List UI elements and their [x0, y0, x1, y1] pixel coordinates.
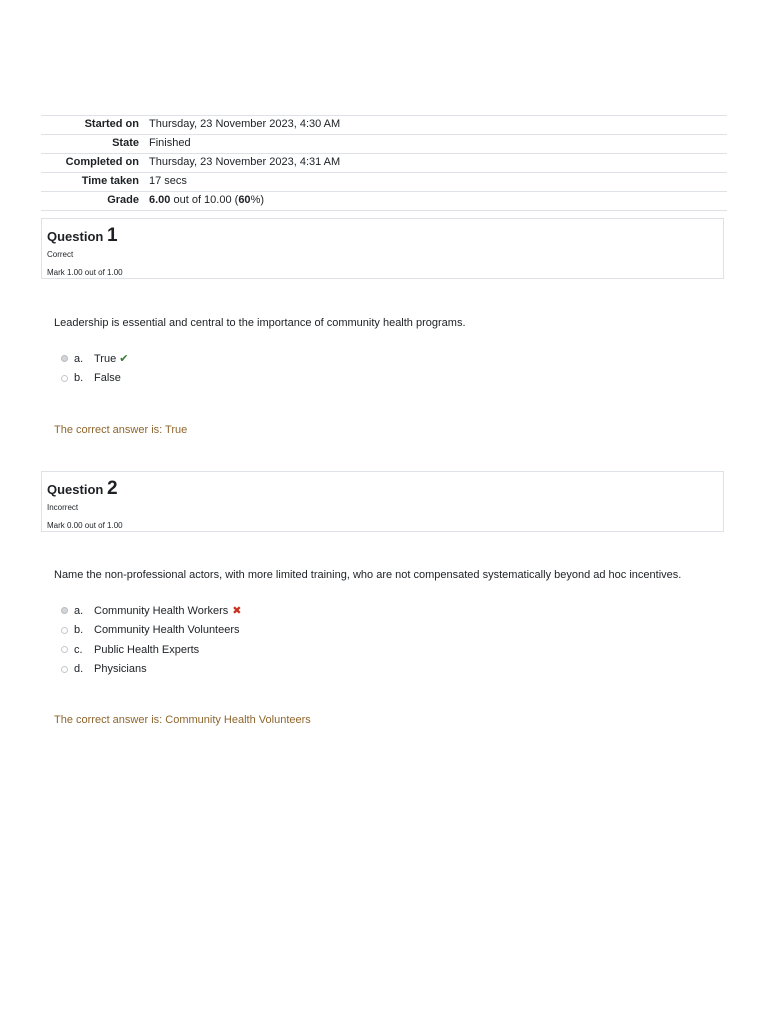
radio-button[interactable] — [61, 355, 68, 362]
started-label: Started on — [84, 118, 139, 130]
option-letter: b. — [74, 372, 84, 385]
question-2-right-answer: The correct answer is: Community Health Volunteers — [54, 714, 311, 726]
option-text: False — [94, 372, 121, 385]
option-text: Physicians — [94, 663, 147, 676]
started-value: Thursday, 23 November 2023, 4:30 AM — [149, 118, 341, 130]
summary-row-state — [41, 135, 727, 154]
check-icon: ✔ — [119, 353, 129, 366]
question-2-answers — [61, 601, 242, 679]
completed-value: Thursday, 23 November 2023, 4:31 AM — [149, 156, 341, 168]
question-2-option-c[interactable] — [61, 640, 242, 660]
question-2-number — [47, 478, 118, 500]
option-letter: d. — [74, 663, 84, 676]
question-2-option-d[interactable] — [61, 660, 242, 680]
state-label: State — [112, 137, 139, 149]
question-number: 2 — [106, 478, 118, 499]
question-1-option-a[interactable] — [61, 349, 128, 369]
summary-row-time — [41, 173, 727, 192]
cross-icon: ✖ — [232, 605, 242, 618]
question-1-info — [41, 218, 724, 279]
grade-end: %) — [250, 194, 265, 206]
question-1-number — [47, 225, 118, 247]
question-1-text: Leadership is essential and central to the importance of community health programs. — [54, 317, 466, 329]
option-letter: a. — [74, 604, 84, 617]
question-label: Question — [47, 229, 107, 244]
summary-row-grade — [41, 192, 727, 211]
question-2-state: Incorrect — [47, 503, 79, 512]
option-letter: a. — [74, 352, 84, 365]
question-number: 1 — [106, 225, 118, 246]
question-1-option-b[interactable] — [61, 369, 128, 389]
radio-button[interactable] — [61, 607, 68, 614]
question-label: Question — [47, 482, 107, 497]
radio-button[interactable] — [61, 666, 68, 673]
option-text: Community Health Workers — [94, 604, 229, 617]
option-text: True — [94, 352, 117, 365]
question-2-text: Name the non-professional actors, with more limited training, who are not compensated systematically beyond ad hoc incentives. — [54, 569, 682, 581]
option-text: Public Health Experts — [94, 643, 200, 656]
option-text: Community Health Volunteers — [94, 624, 240, 637]
grade-label: Grade — [107, 194, 139, 206]
question-1-state: Correct — [47, 250, 74, 259]
grade-value — [149, 192, 727, 211]
question-1-answers — [61, 349, 128, 388]
radio-button[interactable] — [61, 375, 68, 382]
grade-score: 6.00 — [149, 194, 171, 206]
question-2-info — [41, 471, 724, 532]
time-value: 17 secs — [149, 175, 187, 187]
radio-button[interactable] — [61, 627, 68, 634]
attempt-summary-table — [41, 115, 727, 211]
option-letter: c. — [74, 643, 83, 656]
time-label: Time taken — [81, 175, 139, 187]
grade-mid: out of 10.00 ( — [170, 194, 239, 206]
option-letter: b. — [74, 624, 84, 637]
grade-percent: 60 — [238, 194, 251, 206]
radio-button[interactable] — [61, 646, 68, 653]
question-2-mark: Mark 0.00 out of 1.00 — [47, 521, 123, 530]
question-1-right-answer: The correct answer is: True — [54, 424, 188, 436]
summary-row-started — [41, 116, 727, 135]
question-2-option-a[interactable] — [61, 601, 242, 621]
state-value: Finished — [149, 137, 191, 149]
question-1-mark: Mark 1.00 out of 1.00 — [47, 268, 123, 277]
question-2-option-b[interactable] — [61, 621, 242, 641]
completed-label: Completed on — [65, 156, 139, 168]
summary-row-completed — [41, 154, 727, 173]
